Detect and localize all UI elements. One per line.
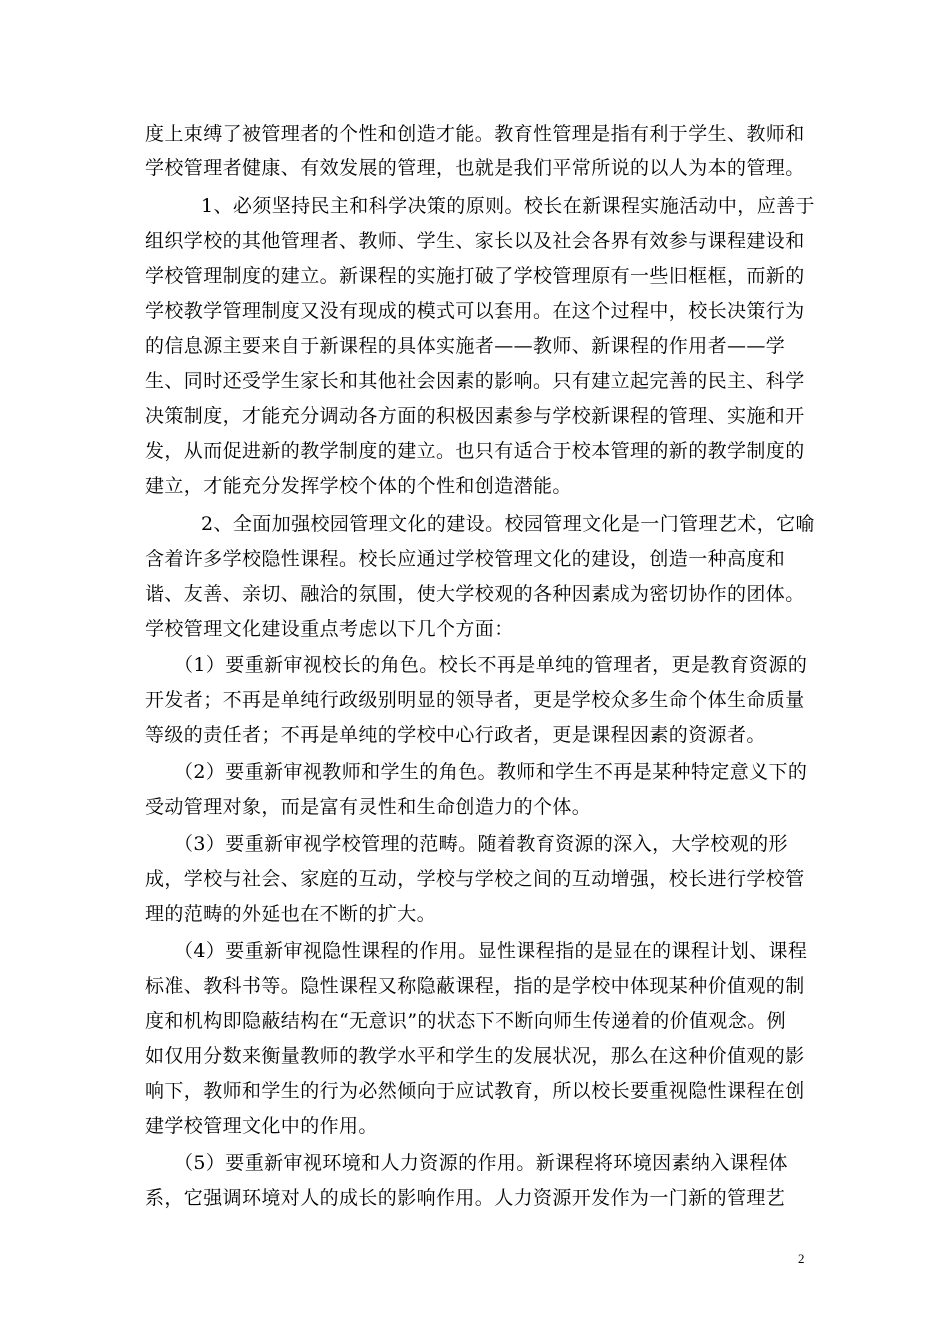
text-line: 标准、教科书等。隐性课程又称隐蔽课程，指的是学校中体现某种价值观的制 — [145, 975, 805, 997]
text-line: 组织学校的其他管理者、教师、学生、家长以及社会各界有效参与课程建设和 — [145, 230, 805, 252]
item-5-start: （5）要重新审视环境和人力资源的作用。新课程将环境因素纳入课程体 — [174, 1152, 788, 1174]
item-4-start: （4）要重新审视隐性课程的作用。显性课程指的是显在的课程计划、课程 — [174, 940, 808, 962]
text-line: 决策制度，才能充分调动各方面的积极因素参与学校新课程的管理、实施和开 — [145, 405, 805, 427]
text-line: 学校管理制度的建立。新课程的实施打破了学校管理原有一些旧框框，而新的 — [145, 265, 805, 287]
text-line: 发，从而促进新的教学制度的建立。也只有适合于校本管理的新的教学制度的 — [145, 440, 805, 462]
paragraph-1-start: 1、必须坚持民主和科学决策的原则。校长在新课程实施活动中，应善于 — [201, 195, 815, 217]
text-line: 谐、友善、亲切、融洽的氛围，使大学校观的各种因素成为密切协作的团体。 — [145, 583, 805, 605]
text-line: 度上束缚了被管理者的个性和创造才能。教育性管理是指有利于学生、教师和 — [145, 123, 805, 145]
text-line: 受动管理对象，而是富有灵性和生命创造力的个体。 — [145, 796, 592, 818]
text-line: 学校管理文化建设重点考虑以下几个方面： — [145, 618, 514, 640]
text-line: 建立，才能充分发挥学校个体的个性和创造潜能。 — [145, 475, 572, 497]
text-line: 如仅用分数来衡量教师的教学水平和学生的发展状况，那么在这种价值观的影 — [145, 1045, 805, 1067]
text-line: 系，它强调环境对人的成长的影响作用。人力资源开发作为一门新的管理艺 — [145, 1187, 786, 1209]
text-line: 等级的责任者；不再是单纯的学校中心行政者，更是课程因素的资源者。 — [145, 724, 766, 746]
text-line: 成，学校与社会、家庭的互动，学校与学校之间的互动增强，校长进行学校管 — [145, 868, 805, 890]
page-number: 2 — [798, 1251, 805, 1266]
text-line: 含着许多学校隐性课程。校长应通过学校管理文化的建设，创造一种高度和 — [145, 548, 786, 570]
text-line: 学校管理者健康、有效发展的管理，也就是我们平常所说的以人为本的管理。 — [145, 157, 805, 179]
text-line: 响下，教师和学生的行为必然倾向于应试教育，所以校长要重视隐性课程在创 — [145, 1080, 805, 1102]
text-line: 的信息源主要来自于新课程的具体实施者——教师、新课程的作用者——学 — [145, 335, 786, 357]
text-line: 理的范畴的外延也在不断的扩大。 — [145, 903, 437, 925]
text-line: 学校教学管理制度又没有现成的模式可以套用。在这个过程中，校长决策行为 — [145, 300, 805, 322]
item-1-start: （1）要重新审视校长的角色。校长不再是单纯的管理者，更是教育资源的 — [174, 654, 808, 676]
text-line: 建学校管理文化中的作用。 — [145, 1115, 378, 1137]
item-3-start: （3）要重新审视学校管理的范畴。随着教育资源的深入，大学校观的形 — [174, 833, 788, 855]
item-2-start: （2）要重新审视教师和学生的角色。教师和学生不再是某种特定意义下的 — [174, 761, 808, 783]
paragraph-2-start: 2、全面加强校园管理文化的建设。校园管理文化是一门管理艺术，它喻 — [201, 513, 815, 535]
text-line: 度和机构即隐蔽结构在“无意识”的状态下不断向师生传递着的价值观念。例 — [145, 1010, 787, 1032]
text-line: 生、同时还受学生家长和其他社会因素的影响。只有建立起完善的民主、科学 — [145, 370, 805, 392]
text-line: 开发者；不再是单纯行政级别明显的领导者，更是学校众多生命个体生命质量 — [145, 689, 805, 711]
